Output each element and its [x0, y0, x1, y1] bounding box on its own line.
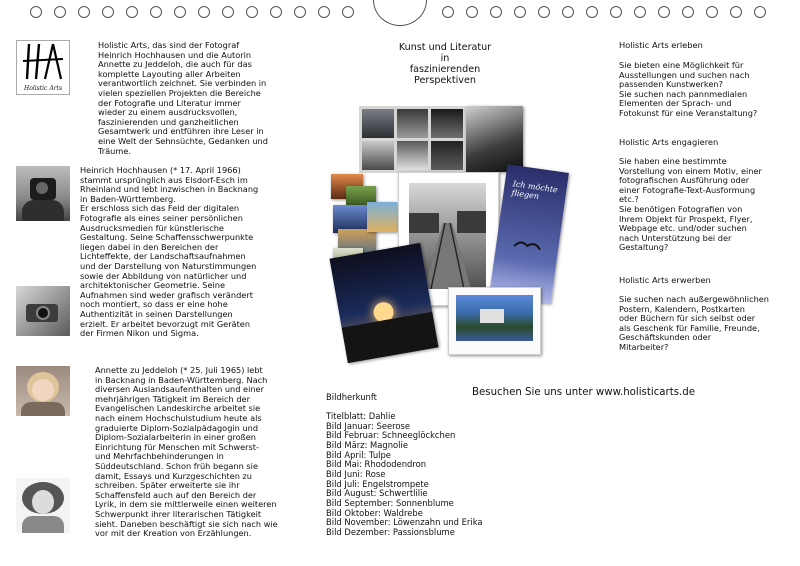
- binding-hole: [150, 6, 162, 18]
- annette-bio-text: Annette zu Jeddeloh (* 25. Juli 1965) lebt in Backnang in Baden-Württemberg. Nach diversen Auslandsaufenthalten und einer mehrjährigen Tätigkeit im Bereich der Evangelischen Landeskirche arbeitet sie nach einem Hochschulstudium heute als graduierte Diplom-Sozialpädagogin und Diplom-Sozialarbeiterin in einer großen Einrichtung für Menschen mit Schwerst- und Mehrfachbehinderungen in Süddeutschland. Schon früh begann sie damit, Essays und Kurzgeschichten zu schreiben. Später erweiterte sie ihr Schaffensfeld auch auf den Bereich der Lyrik, in dem sie mittlerweile einen weiteren Schwerpunkt ihrer literarischen Tätigkeit sieht. Daneben beschäftigt sie sich nach wie vor mit der Kreation von Erzählungen.: [95, 365, 278, 539]
- image-credits-list: Titelblatt: Dahlie Bild Januar: Seerose Bild Februar: Schneeglöckchen Bild März: Magnolie Bild April: Tulpe Bild Mai: Rhododendron Bild Juni: Rose Bild Juli: Engelstrompete Bild August: Schwertlilie Bild September: Sonnenblume Bild Oktober: Waldrebe Bild November: Löwenzahn und Erika Bild Dezember: Passionsblume: [326, 411, 483, 537]
- section-heading-engagieren: Holistic Arts engagieren: [619, 137, 719, 147]
- logo-text: Holistic Arts: [23, 85, 63, 92]
- section-text-erwerben: Sie suchen nach außergewöhnlichen Postern, Kalendern, Postkarten oder Büchern für sich selbst oder als Geschenk für Familie, Freunde, Geschäftskunden oder Mitarbeiter?: [619, 294, 769, 352]
- binding-hole: [270, 6, 282, 18]
- binding-hole: [222, 6, 234, 18]
- photo-thumb: [367, 202, 397, 232]
- binding-hole: [318, 6, 330, 18]
- binding-hole: [126, 6, 138, 18]
- bird-icon: [512, 236, 544, 254]
- author-photo-2: [16, 478, 70, 533]
- photo-trees: [466, 106, 523, 172]
- camera-photo: [16, 286, 70, 336]
- binding-hole: [754, 6, 766, 18]
- section-text-erleben: Sie bieten eine Möglichkeit für Ausstellungen und suchen nach passenden Kunstwerken? Sie suchen nach pannmedialen Elementen der Sprach- und Fotokunst für eine Veranstaltung?: [619, 60, 758, 118]
- binding-hole: [634, 6, 646, 18]
- binding-hole: [610, 6, 622, 18]
- binding-hole: [490, 6, 502, 18]
- binding-hole: [466, 6, 478, 18]
- binding-hole: [102, 6, 114, 18]
- binding-hole: [586, 6, 598, 18]
- lake-print: [448, 287, 541, 355]
- logo-ha-mark: [17, 41, 69, 85]
- section-heading-erwerben: Holistic Arts erwerben: [619, 275, 711, 285]
- binding-hole: [30, 6, 42, 18]
- book-title: Ich möchte fliegen: [510, 179, 559, 201]
- book-cover-fliegen: [489, 164, 569, 303]
- website-line: Besuchen Sie uns unter www.holisticarts.de: [472, 387, 695, 398]
- binding-hole: [342, 6, 354, 18]
- binding-hole: [294, 6, 306, 18]
- credits-heading: Bildherkunft: [326, 392, 377, 402]
- binding-hole: [730, 6, 742, 18]
- section-heading-erleben: Holistic Arts erleben: [619, 40, 703, 50]
- binding-hole: [514, 6, 526, 18]
- photo-grid: [359, 106, 466, 173]
- center-title: Kunst und Literatur in faszinierenden Perspektiven: [398, 42, 492, 86]
- section-text-engagieren: Sie haben eine bestimmte Vorstellung von einem Motiv, einer fotografischen Ausführung oder einer Fotografie-Text-Ausformung etc.? Sie benötigen Fotografien von Ihrem Objekt für Prospekt, Flyer, Webpage etc. und/oder suchen nach Unterstützung bei der Gestaltung?: [619, 156, 762, 253]
- binding-hole: [538, 6, 550, 18]
- intro-text: Holistic Arts, das sind der Fotograf Heinrich Hochhausen und die Autorin Annette zu Jeddeloh, die auch für das komplette Layouting aller Arbeiten verantwortlich zeichnet. Sie verbinden in vielen speziellen Projekten die Bereiche der Fotografie und Literatur immer wieder zu einem ausdrucksvollen, faszinierenden und ganzheitlichen Gesamtwerk und entführen ihre Leser in eine Welt der Sehnsüchte, Gedanken und Träume.: [98, 40, 268, 156]
- heinrich-bio-text: Heinrich Hochhausen (* 17. April 1966) stammt ursprünglich aus Elsdorf-Esch im Rheinland und lebt inzwischen in Backnang in Baden-Württemberg. Er erschloss sich das Feld der digitalen Fotografie als eines seiner persönlichen Ausdrucksmedien für künstlerische Gestaltung. Seine Schaffensschwerpunkte liegen dabei in den Bereichen der Lichteffekte, der Landschaftsaufnahmen und der Darstellung von Naturstimmungen sowie der Abbildung von natürlicher und architektonischer Geometrie. Seine Aufnahmen sind weder grafisch verändert noch montiert, so dass er eine hohe Authentizität in seinen Darstellungen erzielt. Er arbeitet bevorzugt mit Geräten der Firmen Nikon und Sigma.: [80, 165, 259, 339]
- binding-hole: [198, 6, 210, 18]
- binding-hole: [442, 6, 454, 18]
- binding-hole: [706, 6, 718, 18]
- binding-hole: [658, 6, 670, 18]
- binding-hole: [246, 6, 258, 18]
- binding-hole: [54, 6, 66, 18]
- binding-hole: [562, 6, 574, 18]
- sunset-print: [329, 243, 438, 363]
- author-portrait: [16, 366, 70, 416]
- photographer-portrait: [16, 166, 70, 221]
- binding-hole: [174, 6, 186, 18]
- binding-hole: [78, 6, 90, 18]
- binding-hole: [682, 6, 694, 18]
- holistic-arts-logo: [16, 40, 70, 95]
